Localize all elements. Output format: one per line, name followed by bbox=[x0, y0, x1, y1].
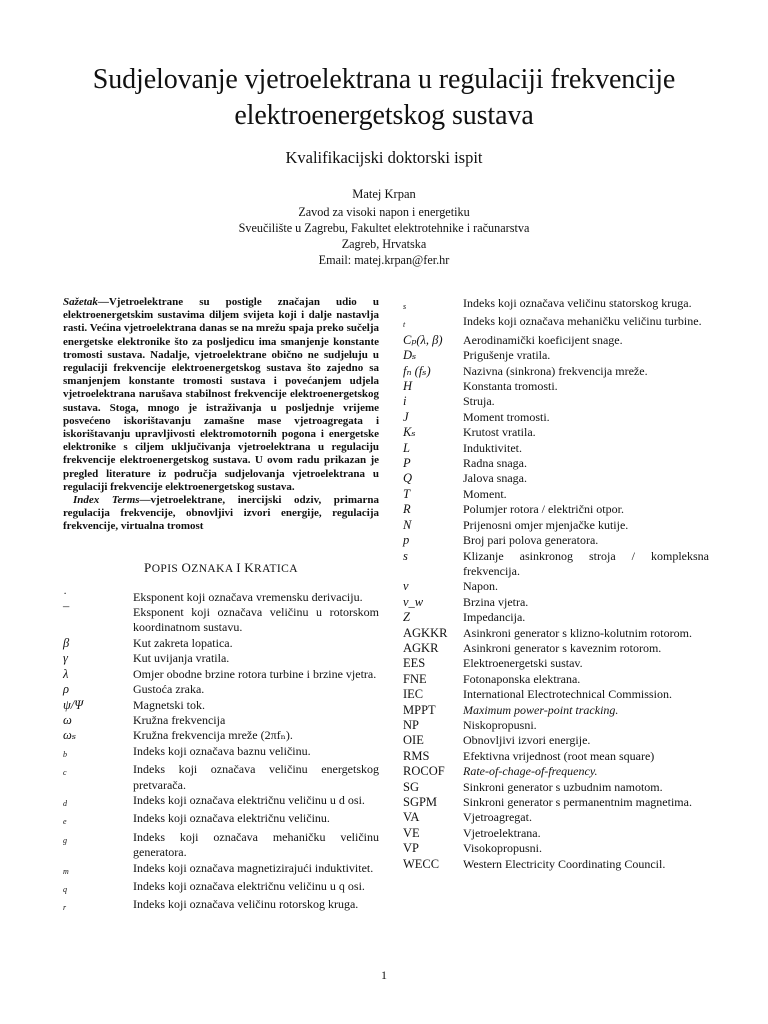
nomenclature-definition: Indeks koji označava električnu veličinu u q osi. bbox=[133, 878, 365, 893]
nomenclature-row bbox=[403, 456, 709, 471]
nomenclature-definition: Impedancija. bbox=[463, 610, 526, 625]
nomenclature-symbol: SGPM bbox=[403, 795, 438, 809]
author-email: Email: matej.krpan@fer.hr bbox=[318, 253, 450, 267]
nomenclature-definition: Magnetski tok. bbox=[133, 697, 205, 712]
nomenclature-symbol: p bbox=[403, 533, 410, 548]
nomenclature-symbol: ¯ bbox=[63, 605, 70, 620]
nomenclature-row bbox=[403, 333, 709, 348]
nomenclature-definition: Efektivna vrijednost (root mean square) bbox=[463, 748, 655, 763]
title-line-2: elektroenergetskog sustava bbox=[234, 100, 534, 131]
nomenclature-symbol: Q bbox=[403, 471, 413, 486]
nomenclature-symbol: λ bbox=[63, 666, 69, 681]
nomenclature-row bbox=[63, 651, 379, 666]
nomenclature-row bbox=[403, 410, 709, 425]
nomenclature-definition: Indeks koji označava električnu veličinu u d osi. bbox=[133, 792, 365, 807]
nomenclature-definition: Sinkroni generator s permanentnim magnetima. bbox=[463, 795, 692, 809]
nomenclature-definition: Maximum power-point tracking. bbox=[463, 702, 619, 717]
nomenclature-row bbox=[63, 713, 379, 728]
nomenclature-row bbox=[403, 826, 709, 841]
nomenclature-row bbox=[403, 703, 709, 718]
nomenclature-row bbox=[403, 733, 709, 748]
nomenclature-definition: Asinkroni generator s kaveznim rotorom. bbox=[463, 640, 662, 655]
nomenclature-symbol: r bbox=[63, 903, 67, 913]
affiliation-line-1: Zavod za visoki napon i energetiku bbox=[298, 205, 470, 219]
nomenclature-row bbox=[403, 595, 709, 610]
nomenclature-symbol: FNE bbox=[403, 671, 427, 686]
nomenclature-definition: Moment tromosti. bbox=[463, 409, 550, 424]
nomenclature-row bbox=[403, 749, 709, 764]
nomenclature-symbol: q bbox=[63, 884, 67, 894]
nomenclature-definition: Aerodinamički koeficijent snage. bbox=[463, 332, 623, 347]
nomenclature-definition: Sinkroni generator s uzbudnim namotom. bbox=[463, 779, 663, 794]
nomenclature-symbol: Dₛ bbox=[403, 348, 417, 363]
nomenclature-symbol: VA bbox=[403, 810, 420, 825]
nomenclature-row bbox=[63, 728, 379, 743]
nomenclature-row bbox=[403, 672, 709, 687]
right-column bbox=[403, 296, 709, 872]
nomenclature-symbol: e bbox=[63, 817, 67, 827]
nomenclature-symbol: ω bbox=[63, 712, 72, 727]
nomenclature-definition: Indeks koji označava električnu veličinu. bbox=[133, 811, 330, 826]
nomenclature-row bbox=[403, 626, 709, 641]
nomenclature-definition: Obnovljivi izvori energije. bbox=[463, 733, 591, 748]
affiliation-line-2: Sveučilište u Zagrebu, Fakultet elektrotehnike i računarstva bbox=[238, 221, 530, 235]
nomenclature-definition: Kut uvijanja vratila. bbox=[133, 651, 230, 666]
nomenclature-definition: Eksponent koji označava veličinu u rotorskom koordinatnom sustavu. bbox=[133, 605, 379, 635]
nomenclature-symbol: g bbox=[63, 835, 67, 845]
nomenclature-definition: Fotonaponska elektrana. bbox=[463, 671, 581, 686]
nomenclature-definition: Eksponent koji označava vremensku derivaciju. bbox=[133, 589, 363, 604]
nomenclature-row bbox=[403, 502, 709, 517]
nomenclature-definition: Vjetroagregat. bbox=[463, 810, 532, 825]
paper-subtitle: Kvalifikacijski doktorski ispit bbox=[285, 148, 483, 167]
affiliation-line-3: Zagreb, Hrvatska bbox=[341, 237, 427, 251]
index-terms-lead: Index Terms bbox=[73, 494, 140, 507]
nomenclature-symbol: L bbox=[403, 440, 410, 455]
nomenclature-table-right bbox=[403, 296, 709, 872]
nomenclature-row bbox=[403, 487, 709, 502]
nomenclature-symbol: VP bbox=[403, 841, 419, 856]
nomenclature-row bbox=[403, 348, 709, 363]
nomenclature-symbol: i bbox=[403, 394, 407, 409]
nomenclature-row bbox=[403, 857, 709, 872]
nomenclature-definition: Struja. bbox=[463, 394, 495, 409]
nomenclature-definition: Indeks koji označava magnetizirajući induktivitet. bbox=[133, 860, 374, 875]
author-block bbox=[0, 186, 768, 268]
nomenclature-row bbox=[403, 687, 709, 702]
nomenclature-symbol: s bbox=[403, 548, 408, 563]
nomenclature-definition: Kružna frekvencija mreže (2πfₙ). bbox=[133, 728, 293, 743]
nomenclature-row bbox=[403, 471, 709, 486]
nomenclature-row bbox=[403, 610, 709, 625]
nomenclature-symbol: β bbox=[63, 635, 70, 650]
nomenclature-row bbox=[63, 793, 379, 811]
nomenclature-row bbox=[403, 314, 709, 332]
nomenclature-row bbox=[63, 861, 379, 879]
nomenclature-definition: Indeks koji označava baznu veličinu. bbox=[133, 743, 311, 758]
nomenclature-symbol: d bbox=[63, 798, 67, 808]
nomenclature-row bbox=[63, 744, 379, 762]
nomenclature-symbol: t bbox=[403, 320, 406, 330]
nomenclature-symbol: J bbox=[403, 409, 409, 424]
nomenclature-row bbox=[63, 762, 379, 793]
nomenclature-row bbox=[403, 379, 709, 394]
nomenclature-definition: International Electrotechnical Commission. bbox=[463, 687, 672, 702]
nomenclature-symbol: ˙ bbox=[63, 589, 68, 604]
nomenclature-definition: Kut zakreta lopatica. bbox=[133, 635, 233, 650]
nomenclature-symbol: N bbox=[403, 517, 412, 532]
nomenclature-symbol: γ bbox=[63, 651, 68, 666]
nomenclature-definition: Prijenosni omjer mjenjačke kutije. bbox=[463, 517, 629, 532]
nomenclature-definition: Klizanje asinkronog stroja / kompleksna frekvencija. bbox=[463, 548, 709, 578]
nomenclature-definition: Western Electricity Coordinating Council. bbox=[463, 856, 666, 871]
index-terms-text: —vjetroelektrane, inercijski odziv, primarna regulacija frekvencije, obnovljivi izvori energije, regulacija frekvencije, virtualna tromost bbox=[63, 494, 379, 533]
nomenclature-definition: Visokopropusni. bbox=[463, 841, 542, 856]
nomenclature-symbol: b bbox=[63, 749, 67, 759]
nomenclature-definition: Elektroenergetski sustav. bbox=[463, 656, 583, 671]
nomenclature-row bbox=[403, 841, 709, 856]
nomenclature-row bbox=[403, 579, 709, 594]
nomenclature-row bbox=[63, 698, 379, 713]
nomenclature-symbol: v_w bbox=[403, 594, 424, 609]
nomenclature-definition: Konstanta tromosti. bbox=[463, 379, 558, 394]
nomenclature-symbol: H bbox=[403, 379, 413, 394]
nomenclature-definition: Broj pari polova generatora. bbox=[463, 533, 599, 548]
nomenclature-symbol: ωₛ bbox=[63, 728, 77, 743]
nomenclature-row bbox=[63, 590, 379, 605]
title-line-1: Sudjelovanje vjetroelektrana u regulaciji frekvencije bbox=[92, 64, 676, 95]
abstract-lead: Sažetak bbox=[63, 296, 98, 308]
nomenclature-row bbox=[403, 425, 709, 440]
index-terms bbox=[63, 494, 379, 534]
nomenclature-symbol: R bbox=[403, 502, 411, 517]
nomenclature-definition: Indeks koji označava mehaničku veličinu generatora. bbox=[133, 829, 379, 860]
nomenclature-symbol: AGKKR bbox=[403, 625, 448, 640]
nomenclature-symbol: MPPT bbox=[403, 702, 436, 717]
nomenclature-row bbox=[403, 296, 709, 314]
nomenclature-symbol: P bbox=[403, 456, 411, 471]
nomenclature-definition: Krutost vratila. bbox=[463, 425, 536, 440]
nomenclature-row bbox=[63, 682, 379, 697]
nomenclature-row bbox=[403, 364, 709, 379]
nomenclature-symbol: SG bbox=[403, 779, 419, 794]
nomenclature-row bbox=[403, 394, 709, 409]
nomenclature-definition: Polumjer rotora / električni otpor. bbox=[463, 502, 624, 517]
nomenclature-definition: Gustoća zraka. bbox=[133, 682, 205, 697]
nomenclature-definition: Induktivitet. bbox=[463, 440, 522, 455]
nomenclature-symbol: VE bbox=[403, 825, 420, 840]
nomenclature-row bbox=[63, 636, 379, 651]
nomenclature-definition: Indeks koji označava veličinu energetskog pretvarača. bbox=[133, 762, 379, 792]
nomenclature-symbol: AGKR bbox=[403, 640, 439, 655]
nomenclature-definition: Nazivna (sinkrona) frekvencija mreže. bbox=[463, 363, 648, 378]
nomenclature-definition: Kružna frekvencija bbox=[133, 712, 226, 727]
nomenclature-row bbox=[63, 605, 379, 636]
nomenclature-symbol: Kₛ bbox=[403, 425, 416, 440]
nomenclature-row bbox=[403, 764, 709, 779]
nomenclature-row bbox=[403, 780, 709, 795]
nomenclature-symbol: T bbox=[403, 486, 410, 501]
nomenclature-definition: Indeks koji označava veličinu rotorskog kruga. bbox=[133, 897, 359, 912]
nomenclature-definition: Omjer obodne brzine rotora turbine i brzine vjetra. bbox=[133, 666, 377, 681]
paper-header bbox=[0, 62, 768, 268]
nomenclature-definition: Moment. bbox=[463, 486, 507, 501]
nomenclature-symbol: fₙ (fₛ) bbox=[403, 363, 431, 378]
nomenclature-row bbox=[63, 830, 379, 861]
nomenclature-definition: Indeks koji označava mehaničku veličinu turbine. bbox=[463, 314, 702, 329]
nomenclature-row bbox=[63, 811, 379, 829]
nomenclature-heading bbox=[63, 560, 379, 576]
nomenclature-definition: Rate-of-chage-of-frequency. bbox=[463, 764, 598, 779]
nomenclature-definition: Vjetroelektrana. bbox=[463, 825, 541, 840]
nomenclature-symbol: NP bbox=[403, 717, 419, 732]
nomenclature-row bbox=[403, 533, 709, 548]
nomenclature-symbol: Cₚ(λ, β) bbox=[403, 332, 443, 347]
nomenclature-definition: Asinkroni generator s klizno-kolutnim rotorom. bbox=[463, 625, 692, 640]
nomenclature-heading-text: POPIS OZNAKA I KRATICA bbox=[144, 559, 298, 575]
nomenclature-row bbox=[403, 518, 709, 533]
abstract-text: —Vjetroelektrane su postigle značajan udio u elektroenergetskim sustavima diljem svijeta koji i dalje nastavlja rasti. Većina vjetroelektrana danas se na mrežu spaja preko sučelja energetske elektronike što za posljedicu ima smanjenje konstante tromosti sustava. Nadalje, vjetroelektrane obično ne sudjeluju u regulaciji frekvencije elektroenergetskog sustava što zajedno sa smanjenjem konstante tromosti sustava i povećanjem udjela vjetroelektrana narušava stabilnost frekvencije elektroenergetskog sustava. Stoga, mnogo je istraživanja u posljednje vrijeme posvećeno iskorištavanju zamašne mase vjetroagregata i iskorištavanju upravljivosti elektromotornih pogona i energetske elektronike s ciljem uključivanja vjetroelektrana u regulaciju frekvencije elektroenergetskog sustava. U ovom radu prikazan je pregled literature iz područja sudjelovanja vjetroelektrana u regulaciji frekvencije elektroenergetskog sustava. bbox=[63, 296, 379, 493]
nomenclature-symbol: EES bbox=[403, 656, 426, 671]
nomenclature-row bbox=[403, 549, 709, 580]
nomenclature-symbol: IEC bbox=[403, 687, 424, 702]
nomenclature-definition: Prigušenje vratila. bbox=[463, 348, 551, 363]
nomenclature-table-left bbox=[63, 590, 379, 916]
nomenclature-symbol: ρ bbox=[63, 682, 69, 697]
nomenclature-row bbox=[403, 656, 709, 671]
page-number: 1 bbox=[381, 968, 387, 982]
nomenclature-row bbox=[403, 718, 709, 733]
nomenclature-row bbox=[403, 641, 709, 656]
nomenclature-symbol: RMS bbox=[403, 748, 430, 763]
nomenclature-symbol: ψ/Ψ bbox=[63, 697, 84, 712]
nomenclature-definition: Jalova snaga. bbox=[463, 471, 527, 486]
nomenclature-definition: Indeks koji označava veličinu statorskog kruga. bbox=[463, 296, 692, 310]
nomenclature-symbol: s bbox=[403, 302, 407, 311]
nomenclature-definition: Niskopropusni. bbox=[463, 717, 537, 732]
nomenclature-definition: Brzina vjetra. bbox=[463, 594, 529, 609]
nomenclature-symbol: m bbox=[63, 866, 69, 876]
nomenclature-symbol: OIE bbox=[403, 733, 424, 748]
nomenclature-symbol: ROCOF bbox=[403, 764, 445, 779]
left-column bbox=[63, 296, 379, 916]
abstract bbox=[63, 296, 379, 494]
nomenclature-symbol: v bbox=[403, 579, 409, 594]
nomenclature-row bbox=[63, 879, 379, 897]
nomenclature-symbol: WECC bbox=[403, 856, 440, 871]
nomenclature-symbol: c bbox=[63, 768, 67, 778]
nomenclature-row bbox=[403, 441, 709, 456]
nomenclature-definition: Radna snaga. bbox=[463, 456, 527, 471]
nomenclature-row bbox=[63, 667, 379, 682]
paper-title bbox=[0, 62, 768, 134]
author-name: Matej Krpan bbox=[352, 187, 416, 201]
nomenclature-symbol: Z bbox=[403, 610, 410, 625]
nomenclature-row bbox=[403, 810, 709, 825]
nomenclature-definition: Napon. bbox=[463, 579, 498, 594]
nomenclature-row bbox=[63, 897, 379, 915]
nomenclature-row bbox=[403, 795, 709, 810]
